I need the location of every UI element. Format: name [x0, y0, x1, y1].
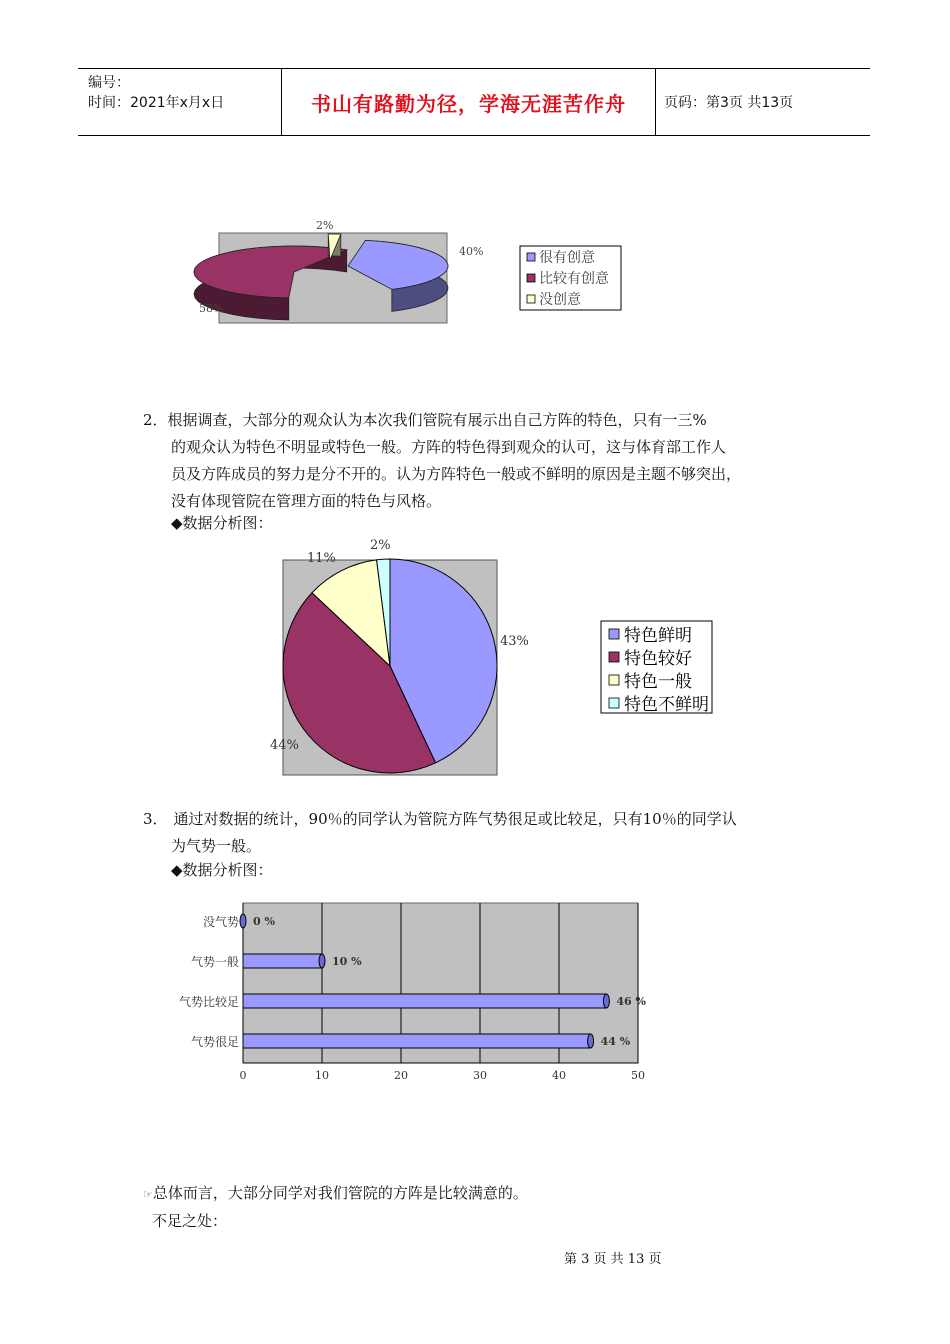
page-footer: 第 3 页 共 13 页	[564, 1252, 662, 1267]
x-tick-label: 30	[473, 1069, 487, 1082]
legend-swatch	[609, 629, 619, 639]
legend-label: 特色一般	[624, 672, 692, 692]
legend-label: 特色较好	[624, 649, 692, 669]
x-tick-label: 0	[239, 1069, 247, 1082]
section-3	[143, 806, 737, 860]
category-label: 气势很足	[190, 1035, 239, 1049]
x-tick-label: 40	[552, 1069, 566, 1082]
category-label: 气势一般	[190, 955, 239, 969]
legend-swatch	[609, 652, 619, 662]
section-2-number: 2．	[143, 411, 168, 429]
legend-label: 很有创意	[539, 250, 595, 266]
data-label: 44%	[270, 738, 299, 753]
header-page-info: 页码：第3页 共13页	[664, 95, 794, 111]
pointing-hand-icon: ☞	[143, 1188, 153, 1201]
time-label: 时间：2021年x月x日	[88, 95, 225, 111]
x-tick-label: 10	[315, 1069, 329, 1082]
x-tick-label: 20	[394, 1069, 408, 1082]
section-2-line-2: 的观众认为特色不明显或特色一般。方阵的特色得到观众的认可，这与体育部工作人	[171, 438, 727, 456]
legend-swatch	[609, 698, 619, 708]
summary-text: 总体而言，大部分同学对我们管院的方阵是比较满意的。	[152, 1184, 528, 1202]
data-label: 0 %	[253, 915, 275, 928]
bar	[243, 1034, 591, 1048]
shortcomings-label: 不足之处：	[152, 1212, 228, 1230]
header-motto: 书山有路勤为径，学海无涯苦作舟	[282, 69, 656, 135]
section-3-number: 3．	[143, 810, 168, 828]
legend-swatch	[527, 253, 535, 261]
data-label: 46 %	[616, 995, 646, 1008]
bar-end-cap	[588, 1034, 594, 1048]
section-3-chart-caption: ◆数据分析图：	[171, 861, 273, 879]
data-label: 44 %	[600, 1035, 631, 1048]
section-3-line-1: 通过对数据的统计，90％的同学认为管院方阵气势很足或比较足，只有10％的同学认	[173, 810, 737, 828]
legend-swatch	[609, 675, 619, 685]
chart-creativity-pie	[0, 0, 950, 340]
section-2-line-4: 没有体现管院在管理方面的特色与风格。	[171, 492, 442, 510]
chart-momentum-bar	[0, 890, 950, 1090]
legend-label: 特色鲜明	[624, 626, 692, 646]
data-label: 40%	[459, 245, 484, 258]
data-label: 2%	[370, 538, 391, 553]
data-label: 11%	[307, 551, 336, 566]
bar	[243, 954, 322, 968]
x-tick-label: 50	[631, 1069, 645, 1082]
section-2-line-1: 根据调查，大部分的观众认为本次我们管院有展示出自己方阵的特色，只有一三%	[167, 411, 707, 429]
section-2	[143, 407, 741, 515]
bar-end-cap	[240, 914, 246, 928]
data-label: 2%	[316, 219, 334, 232]
legend-label: 没创意	[539, 292, 581, 308]
number-label: 编号：	[88, 75, 130, 91]
legend-swatch	[527, 295, 535, 303]
legend-label: 特色不鲜明	[624, 695, 709, 715]
data-label: 43%	[500, 634, 529, 649]
legend-swatch	[527, 274, 535, 282]
chart-feature-pie	[0, 530, 950, 790]
section-3-line-2: 为气势一般。	[171, 837, 262, 855]
bar-end-cap	[319, 954, 325, 968]
bar	[243, 994, 606, 1008]
summary	[143, 1180, 528, 1235]
data-label: 58%	[199, 302, 224, 315]
bar-end-cap	[603, 994, 609, 1008]
legend-label: 比较有创意	[539, 271, 609, 287]
section-2-line-3: 员及方阵成员的努力是分不开的。认为方阵特色一般或不鲜明的原因是主题不够突出，	[171, 465, 742, 483]
category-label: 气势比较足	[178, 995, 239, 1009]
section-2-chart-caption: ◆数据分析图：	[171, 514, 273, 532]
category-label: 没气势	[202, 915, 239, 929]
data-label: 10 %	[332, 955, 362, 968]
